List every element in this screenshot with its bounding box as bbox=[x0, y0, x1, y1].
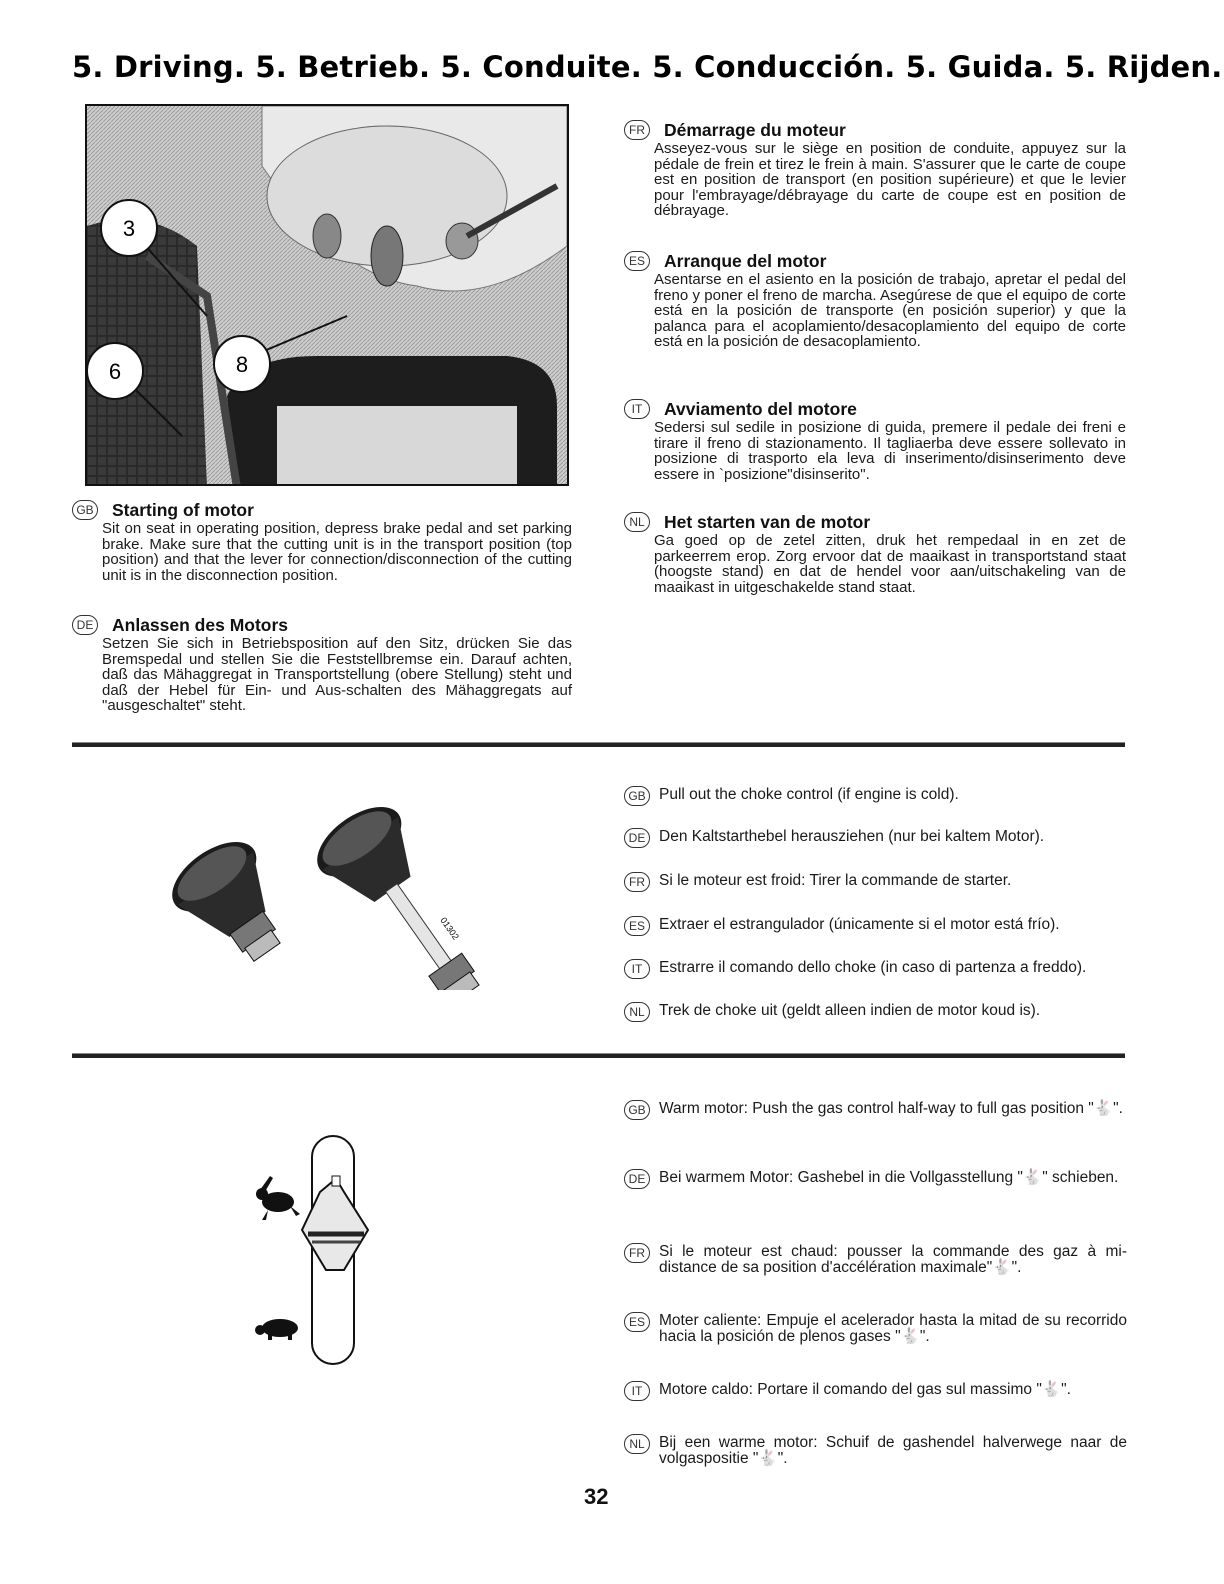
callout-3: 3 bbox=[122, 216, 136, 241]
choke-es bbox=[624, 917, 1124, 936]
section-body: Ga goed op de zetel zitten, druk het rempedaal in en zet de parkeerrem erop. Zorg ervoor dat de maaikast in transportstand staat (hoogste stand) en dat de hendel voor aan/uitschakeling van de maaikast in uitgeschakelde stand staat. bbox=[654, 532, 1126, 596]
section-body: Sit on seat in operating position, depress brake pedal and set parking brake. Make sure that the cutting unit is in the transport position (top position) and that the lever for connection/disconnection of the cutting unit is in the disconnection position. bbox=[102, 520, 572, 584]
choke-knob-illustration bbox=[150, 780, 510, 990]
throttle-fr bbox=[624, 1244, 1127, 1276]
section-gb-starting bbox=[72, 499, 572, 583]
throttle-es bbox=[624, 1313, 1127, 1345]
lang-badge: NL bbox=[624, 512, 650, 532]
lang-badge: NL bbox=[624, 1434, 650, 1454]
lang-badge: DE bbox=[624, 828, 650, 848]
throttle-text: Moter caliente: Empuje el acelerador hasta la mitad de su recorrido hacia la posición de plenos gases "🐇". bbox=[659, 1312, 1127, 1345]
section-nl-starting bbox=[624, 511, 1126, 595]
choke-de bbox=[624, 829, 1124, 848]
choke-text: Si le moteur est froid: Tirer la commande de starter. bbox=[659, 872, 1012, 889]
lang-badge: GB bbox=[624, 786, 650, 806]
rabbit-icon bbox=[256, 1176, 300, 1220]
lang-badge: IT bbox=[624, 1381, 650, 1401]
throttle-text: Bei warmem Motor: Gashebel in die Vollgasstellung "🐇" schieben. bbox=[659, 1169, 1119, 1186]
callout-8: 8 bbox=[235, 352, 249, 377]
lang-badge: ES bbox=[624, 1312, 650, 1332]
throttle-gb bbox=[624, 1101, 1127, 1120]
lang-badge: FR bbox=[624, 872, 650, 892]
section-divider bbox=[72, 1053, 1125, 1058]
throttle-de bbox=[624, 1170, 1127, 1189]
figure-code: 01302 bbox=[438, 915, 461, 942]
throttle-nl bbox=[624, 1435, 1127, 1467]
section-title: Démarrage du moteur bbox=[664, 119, 846, 140]
page-title: 5. Driving. 5. Betrieb. 5. Conduite. 5. Conducción. 5. Guida. 5. Rijden. bbox=[72, 50, 1223, 84]
section-body: Asseyez-vous sur le siège en position de conduite, appuyez sur la pédale de frein et tirez le frein à main. S'assurer que le carte de coupe est en position de transport (en position supérieure) et que le levier pour l'embrayage/débrayage du carte de coupe est en position de débrayage. bbox=[654, 140, 1126, 219]
section-body: Sedersi sul sedile in posizione di guida, premere il pedale dei freni e tirare il freno di stazionamento. Il tagliaerba deve essere sollevato in posizione di trasporto ela leva di inserimento/disinserimento deve essere in `posizione"disinserito". bbox=[654, 419, 1126, 483]
throttle-it bbox=[624, 1382, 1127, 1401]
section-body: Setzen Sie sich in Betriebsposition auf den Sitz, drücken Sie das Bremspedal und stellen Sie die Feststellbremse ein. Darauf achten, daß das Mähaggregat in Transportstellung (obere Stellung) steht und daß der Hebel für Ein- und Aus-schalten des Mähaggregats auf "ausgeschaltet" steht. bbox=[102, 635, 572, 714]
section-title: Anlassen des Motors bbox=[112, 614, 289, 635]
section-title: Starting of motor bbox=[112, 499, 254, 520]
lang-badge: ES bbox=[624, 916, 650, 936]
throttle-text: Bij een warme motor: Schuif de gashendel halverwege naar de volgaspositie "🐇". bbox=[659, 1434, 1127, 1467]
lang-badge: FR bbox=[624, 120, 650, 140]
section-it-starting bbox=[624, 398, 1126, 482]
choke-text: Trek de choke uit (geldt alleen indien de motor koud is). bbox=[659, 1002, 1041, 1019]
choke-fr bbox=[624, 873, 1124, 892]
choke-it bbox=[624, 960, 1124, 979]
section-body: Asentarse en el asiento en la posición de trabajo, apretar el pedal del freno y poner el freno de marcha. Asegúrese de que el equipo de corte está en la posición de transporte (en posición superior) y que la palanca para el acoplamiento/desacoplamiento del equipo de corte está en la posición de desacoplamiento. bbox=[654, 271, 1126, 350]
lang-badge: DE bbox=[624, 1169, 650, 1189]
throttle-text: Si le moteur est chaud: pousser la commande des gaz à mi-distance de sa position d'accélération maximale"🐇". bbox=[659, 1243, 1127, 1276]
throttle-text: Warm motor: Push the gas control half-way to full gas position "🐇". bbox=[659, 1100, 1123, 1117]
throttle-text: Motore caldo: Portare il comando del gas sul massimo "🐇". bbox=[659, 1381, 1071, 1398]
choke-text: Den Kaltstarthebel herausziehen (nur bei kaltem Motor). bbox=[659, 828, 1045, 845]
lang-badge: GB bbox=[72, 500, 98, 520]
section-title: Arranque del motor bbox=[664, 250, 827, 271]
lang-badge: IT bbox=[624, 959, 650, 979]
section-title: Avviamento del motore bbox=[664, 398, 857, 419]
tractor-controls-photo bbox=[85, 104, 569, 486]
section-fr-starting bbox=[624, 119, 1126, 219]
throttle-lever-illustration bbox=[240, 1130, 390, 1370]
choke-gb bbox=[624, 787, 1124, 806]
choke-text: Pull out the choke control (if engine is cold). bbox=[659, 786, 959, 803]
section-de-starting bbox=[72, 614, 572, 714]
lang-badge: FR bbox=[624, 1243, 650, 1263]
lang-badge: ES bbox=[624, 251, 650, 271]
section-divider bbox=[72, 742, 1125, 747]
lang-badge: IT bbox=[624, 399, 650, 419]
page-number: 32 bbox=[584, 1484, 609, 1509]
section-title: Het starten van de motor bbox=[664, 511, 871, 532]
choke-nl bbox=[624, 1003, 1124, 1022]
callout-6: 6 bbox=[108, 359, 122, 384]
choke-text: Estrarre il comando dello choke (in caso di partenza a freddo). bbox=[659, 959, 1087, 976]
lang-badge: DE bbox=[72, 615, 98, 635]
section-es-starting bbox=[624, 250, 1126, 350]
turtle-icon bbox=[255, 1319, 298, 1340]
choke-text: Extraer el estrangulador (únicamente si el motor está frío). bbox=[659, 916, 1060, 933]
lang-badge: NL bbox=[624, 1002, 650, 1022]
lang-badge: GB bbox=[624, 1100, 650, 1120]
